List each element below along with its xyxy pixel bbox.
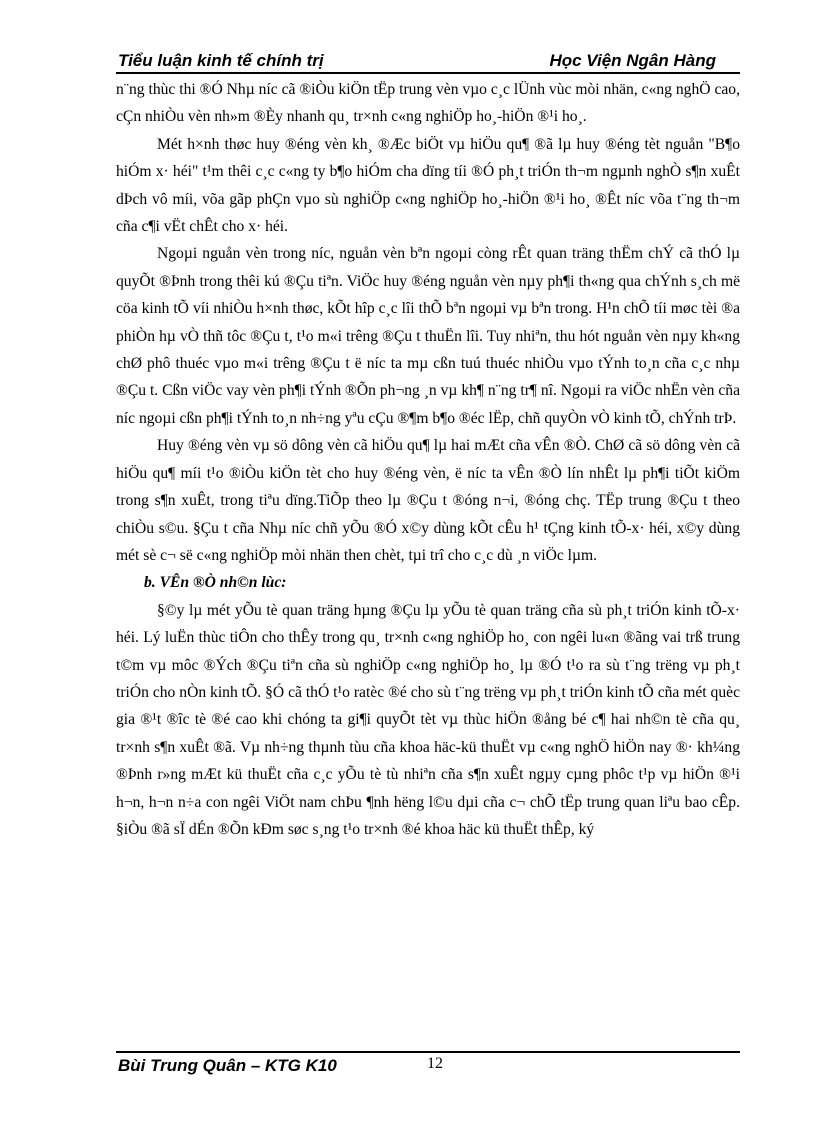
document-page: [116, 46, 740, 1086]
header-institution: Học Viện Ngân Hàng: [549, 51, 716, 70]
page-number: 12: [427, 1055, 443, 1072]
paragraph-2: Mét h×nh thøc huy ®éng vèn kh¸ ®Æc biÖt vµ hiÖu qu¶ ®ã lµ huy ®éng tèt nguån "B¶o hiÓm x· héi" t¹m thêi c¸c c«ng ty b¶o hiÓm cha dïng tíi ®Ó ph¸t triÓn th¬m ngµnh nghÒ s¶n xuÊt dÞch vô míi, võa gãp phÇn vµo sù nghiÖp c«ng nghiÖp ho¸-hiÖn ®¹i ho¸ ®Êt níc võa t¨ng th¬m cña c¶i vËt chÊt cho x· héi.: [116, 135, 740, 236]
body-text: [116, 76, 740, 843]
section-paragraph: §©y lµ mét yÕu tè quan träng hµng ®Çu lµ yÕu tè quan träng cña sù ph¸t triÓn kinh tÕ-x· héi. Lý luËn thùc tiÔn cho thÊy trong qu¸ tr×nh c«ng nghiÖp ho¸ con ngêi lu«n ®ãng vai trß trung t©m vµ môc ®Ých ®Çu tiªn cña sù nghiÖp c«ng nghiÖp ho¸ lµ ®Ó t¹o ra sù t¨ng trëng vµ ph¸t triÓn cho nÒn kinh tÕ. §Ó cã thÓ t¹o ratèc ®é cho sù t¨ng trëng vµ ph¸t triÓn kinh tÕ cña mét quèc gia ®¹t ®îc tè ®é cao khi chóng ta gi¶i quyÕt tèt vµ thùc hiÖn ®ång bé c¶ hai nh©n tè cña qu¸ tr×nh s¶n xuÊt ®ã. Vµ nh÷ng thµnh tùu cña khoa häc-kü thuËt vµ c«ng nghÖ hiÖn nay ®· kh¼ng ®Þnh r»ng mÆt kü thuËt cña c¸c yÕu tè tù nhiªn cña s¶n xuÊt ngµy cµng phôc t¹p vµ hiÖn ®¹i h¬n, h¬n n÷a con ngêi ViÖt nam chÞu ¶nh hëng l©u dµi cña c¬ chÕ tËp trung quan liªu bao cÊp. §iÒu ®ã sÏ dÉn ®Õn kÐm søc s¸ng t¹o tr×nh ®é khoa häc kü thuËt thÊp, ký: [116, 601, 740, 838]
page-footer: [116, 1051, 740, 1083]
paragraph-1: n¨ng thùc thi ®Ó Nhµ níc cã ®iÒu kiÖn tËp trung vèn vµo c¸c lÜnh vùc mòi nhän, c«ng nghÖ cao, cÇn nhiÒu vèn nh»m ®Èy nhanh qu¸ tr×nh c«ng nghiÖp ho¸-hiÖn ®¹i ho¸.: [116, 81, 740, 126]
section-heading: b. VÊn ®Ò nh©n lùc:: [144, 574, 287, 592]
header-course-title: Tiểu luận kinh tế chính trị: [118, 51, 324, 70]
paragraph-4: Huy ®éng vèn vµ sö dông vèn cã hiÖu qu¶ lµ hai mÆt cña vÊn ®Ò. ChØ cã sö dông vèn cã hiÖu qu¶ míi t¹o ®iÒu kiÖn tèt cho huy ®éng vèn, ë níc ta vÊn ®Ò lín nhÊt lµ ph¶i tiÕt kiÖm trong s¶n xuÊt, trong tiªu dïng.TiÕp theo lµ ®Çu t ®óng n¬i, ®óng chç. TËp trung ®Çu t theo chiÒu s©u. §Çu t cña Nhµ níc chñ yÕu ®Ó x©y dùng kÕt cÊu h¹ tÇng kinh tÕ-x· héi, x©y dùng mét sè c¬ së c«ng nghiÖp mòi nhän then chèt, tµi trî cho c¸c dù ¸n viÖc lµm.: [116, 437, 740, 564]
page-header: [116, 46, 740, 74]
footer-author: Bùi Trung Quân – KTG K10: [118, 1056, 337, 1075]
paragraph-3: Ngoµi nguån vèn trong níc, nguån vèn bªn ngoµi còng rÊt quan träng thËm chÝ cã thÓ lµ quyÕt ®Þnh trong thêi kú ®Çu tiªn. ViÖc huy ®éng nguån vèn nµy ph¶i th«ng qua chÝnh s¸ch më cöa kinh tÕ víi nhiÒu h×nh thøc, kÕt hîp c¸c lîi thÕ bªn ngoµi vµ bªn trong. H¹n chÕ tíi møc tèi ®a phiÒn hµ vÒ thñ tôc ®Çu t, t¹o m«i trêng ®Çu t thuËn lîi. Tuy nhiªn, thu hót nguån vèn nµy kh«ng chØ phô thuéc vµo m«i trêng ®Çu t ë níc ta mµ cßn tuú thuéc nhiÒu vµo tÝnh to¸n cña c¸c nhµ ®Çu t. Cßn viÖc vay vèn ph¶i tÝnh ®Õn ph¬ng ¸n vµ kh¶ n¨ng tr¶ nî. Ngoµi ra viÖc nhËn vèn cña níc ngoµi cßn ph¶i tÝnh to¸n nh÷ng yªu cÇu ®¶m b¶o ®éc lËp, chñ quyÒn vÒ kinh tÕ, chÝnh trÞ.: [116, 245, 740, 427]
